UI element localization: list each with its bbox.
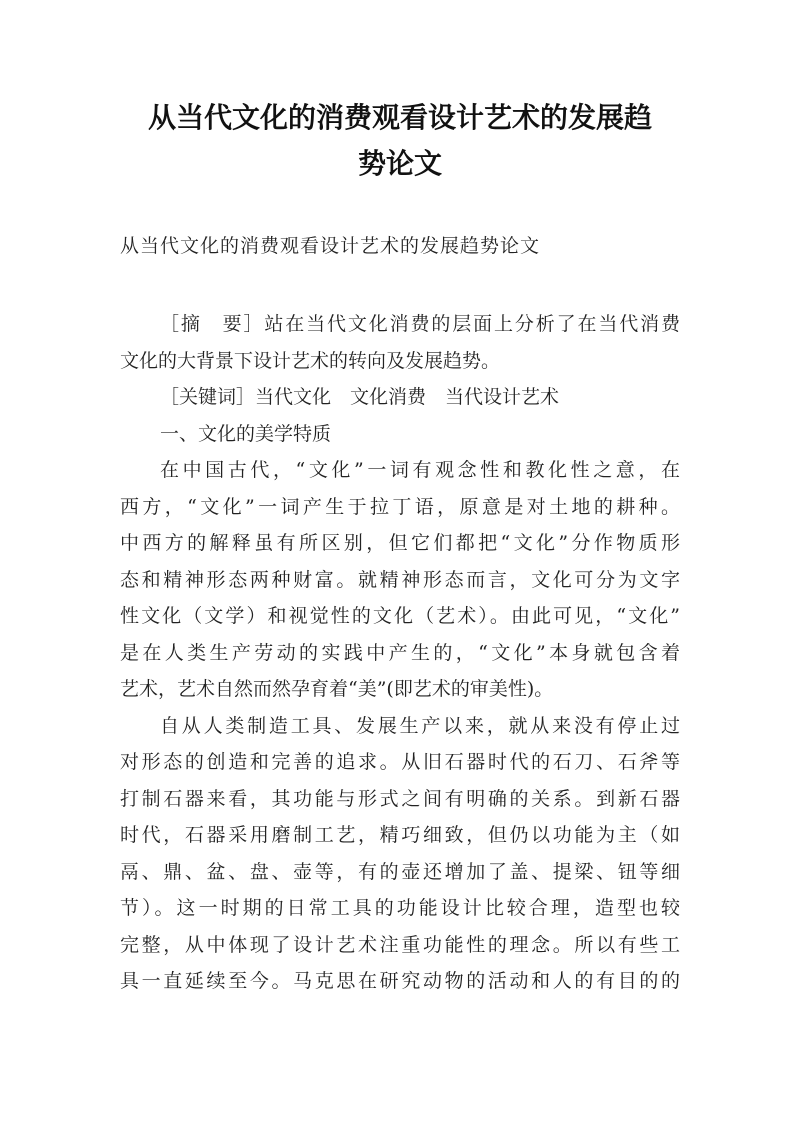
abstract-line: 文化的大背景下设计艺术的转向及发展趋势。: [120, 349, 501, 372]
title-line-2: 势论文: [357, 147, 442, 180]
keywords-line: ［关键词］当代文化 文化消费 当代设计艺术: [160, 386, 560, 408]
paragraph-line: 在中国古代，“文化”一词有观念性和教化性之意，在: [160, 459, 680, 481]
paragraph-line: 中西方的解释虽有所区别，但它们都把“文化”分作物质形: [120, 532, 680, 554]
paragraph-line: 态和精神形态两种财富。就精神形态而言，文化可分为文字: [120, 568, 680, 591]
paragraph-line: 西方，“文化”一词产生于拉丁语，原意是对土地的耕种。: [120, 495, 680, 518]
paragraph-line: 完整，从中体现了设计艺术注重功能性的理念。所以有些工: [120, 933, 680, 956]
document-subtitle: 从当代文化的消费观看设计艺术的发展趋势论文: [120, 235, 541, 257]
paragraph-line: 性文化（文学）和视觉性的文化（艺术）。由此可见，“文化”: [120, 605, 680, 627]
paragraph-line: 打制石器来看，其功能与形式之间有明确的关系。到新石器: [120, 787, 680, 810]
paragraph-line: 具一直延续至今。马克思在研究动物的活动和人的有目的的: [120, 970, 680, 992]
abstract-line: ［摘 要］站在当代文化消费的层面上分析了在当代消费: [160, 313, 680, 335]
document-body: [120, 306, 680, 1000]
paragraph-line: 对形态的创造和完善的追求。从旧石器时代的石刀、石斧等: [120, 751, 680, 773]
paragraph-line: 鬲、鼎、盆、盘、壶等，有的壶还增加了盖、提梁、钮等细: [120, 860, 680, 883]
document-title: [120, 95, 680, 187]
paragraph-line: 时代，石器采用磨制工艺，精巧细致，但仍以功能为主（如: [120, 824, 680, 846]
paragraph-line: 是在人类生产劳动的实践中产生的，“文化”本身就包含着: [120, 641, 680, 664]
title-line-1: 从当代文化的消费观看设计艺术的发展趋: [147, 101, 652, 134]
section-heading: 一、文化的美学特质: [160, 422, 332, 445]
paragraph-line: 节）。这一时期的日常工具的功能设计比较合理，造型也较: [120, 897, 680, 919]
paragraph-line: 艺术，艺术自然而然孕育着“美”(即艺术的审美性)。: [120, 678, 554, 700]
paragraph-line: 自从人类制造工具、发展生产以来，就从来没有停止过: [160, 714, 680, 737]
